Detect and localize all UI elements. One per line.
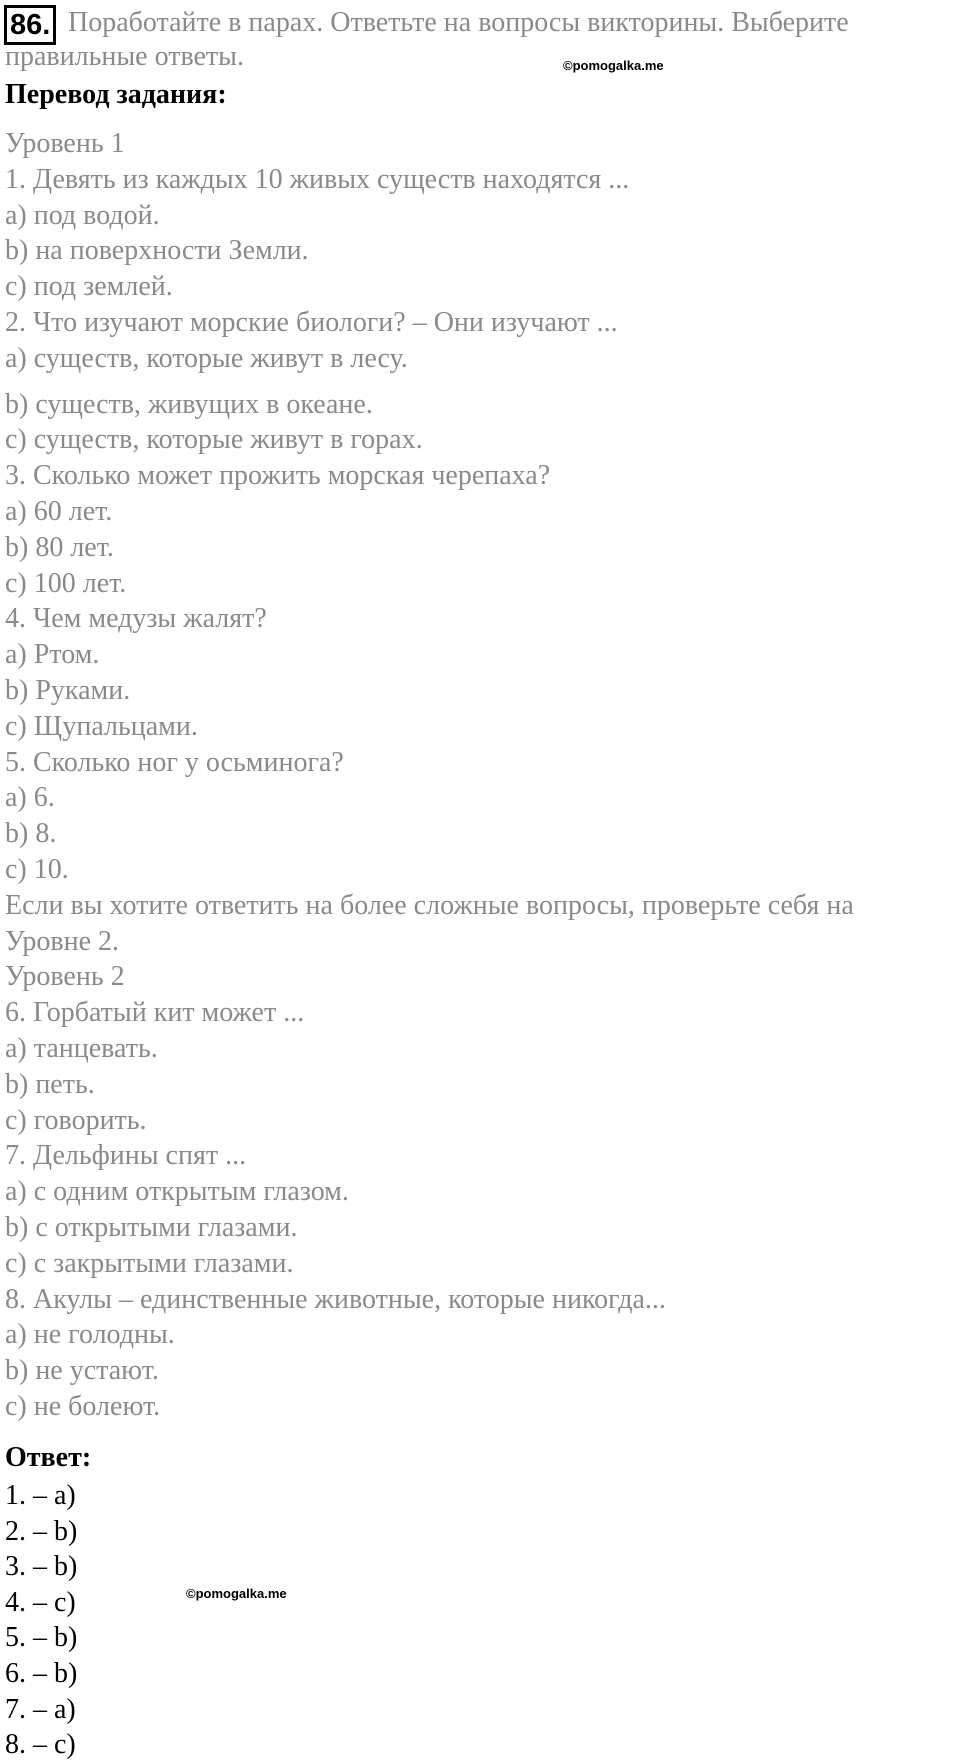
level-2-title: Уровень 2: [5, 961, 125, 993]
translation-heading: Перевод задания:: [5, 79, 227, 110]
question-6-option-b: b) петь.: [5, 1068, 95, 1100]
question-1-option-a: a) под водой.: [5, 199, 160, 231]
question-5-option-a: a) 6.: [5, 782, 55, 814]
question-1: 1. Девять из каждых 10 живых существ находятся ...: [5, 163, 630, 195]
level-2-intro-cont: Уровне 2.: [5, 925, 119, 957]
answer-item: 5. – b): [5, 1622, 78, 1654]
answer-list: [5, 1478, 77, 1763]
question-2: 2. Что изучают морские биологи? – Они изучают ...: [5, 306, 618, 338]
answer-item: 8. – c): [5, 1729, 76, 1761]
question-5: 5. Сколько ног у осьминога?: [5, 746, 344, 778]
question-5-option-b: b) 8.: [5, 818, 57, 850]
question-4-option-b: b) Руками.: [5, 674, 131, 706]
question-6: 6. Горбатый кит может ...: [5, 997, 305, 1029]
question-7-option-c: c) с закрытыми глазами.: [5, 1247, 294, 1279]
answer-item: 4. – c): [5, 1586, 76, 1618]
level-2-intro: Если вы хотите ответить на более сложные вопросы, проверьте себя на: [5, 889, 854, 921]
answer-item: 2. – b): [5, 1515, 78, 1547]
question-6-option-c: c) говорить.: [5, 1104, 147, 1136]
question-4-option-a: a) Ртом.: [5, 639, 100, 671]
watermark: ©pomogalka.me: [563, 58, 664, 73]
question-7-option-b: b) с открытыми глазами.: [5, 1211, 298, 1243]
answer-heading: Ответ:: [5, 1442, 92, 1473]
answer-item: 6. – b): [5, 1657, 78, 1689]
question-3-option-c: c) 100 лет.: [5, 567, 127, 599]
question-3-option-b: b) 80 лет.: [5, 531, 114, 563]
level-1-title: Уровень 1: [5, 128, 125, 159]
question-4: 4. Чем медузы жалят?: [5, 603, 267, 635]
question-6-option-a: a) танцевать.: [5, 1032, 158, 1064]
question-3-option-a: a) 60 лет.: [5, 495, 113, 527]
task-number-box: 86.: [4, 5, 56, 45]
question-3: 3. Сколько может прожить морская черепаха?: [5, 460, 551, 492]
question-8: 8. Акулы – единственные животные, которые никогда...: [5, 1283, 666, 1315]
answer-item: 7. – a): [5, 1693, 76, 1725]
question-8-option-a: a) не голодны.: [5, 1319, 175, 1351]
answer-item: 1. – a): [5, 1480, 76, 1511]
quiz-translation: [5, 126, 955, 1425]
task-text-line-1: Поработайте в парах. Ответьте на вопросы викторины. Выберите: [68, 7, 849, 38]
question-8-option-b: b) не устают.: [5, 1355, 159, 1387]
question-1-option-b: b) на поверхности Земли.: [5, 235, 309, 267]
task-text-line-2: правильные ответы.: [5, 41, 244, 72]
watermark: ©pomogalka.me: [186, 1586, 287, 1601]
question-2-option-c: c) существ, которые живут в горах.: [5, 424, 423, 456]
question-1-option-c: c) под землей.: [5, 271, 173, 303]
question-8-option-c: c) не болеют.: [5, 1390, 161, 1422]
question-7-option-a: a) с одним открытым глазом.: [5, 1176, 349, 1208]
question-2-option-a: a) существ, которые живут в лесу.: [5, 342, 408, 374]
question-7: 7. Дельфины спят ...: [5, 1140, 247, 1172]
question-2-option-b: b) существ, живущих в океане.: [5, 388, 373, 420]
question-5-option-c: c) 10.: [5, 853, 69, 885]
answer-item: 3. – b): [5, 1551, 78, 1583]
question-4-option-c: c) Щупальцами.: [5, 710, 198, 742]
